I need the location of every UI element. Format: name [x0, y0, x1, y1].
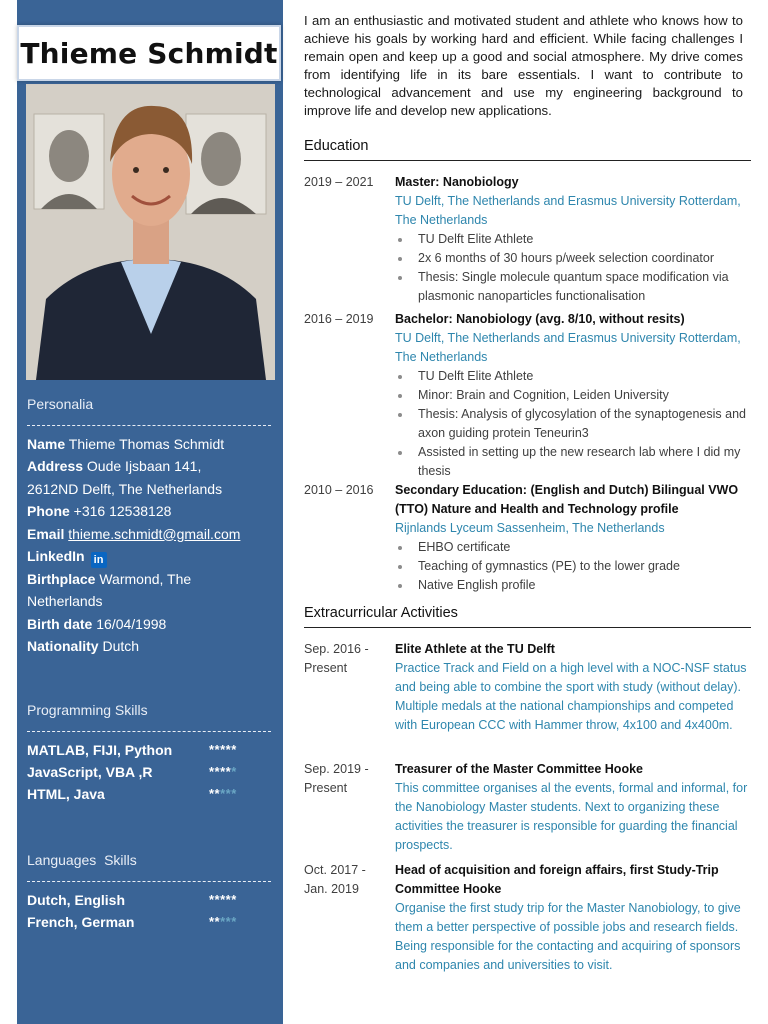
extracurricular-divider	[304, 627, 751, 628]
skill-rating-filled: *****	[209, 742, 237, 757]
nationality-label: Nationality	[27, 638, 99, 655]
list-item: TU Delft Elite Athlete	[395, 230, 751, 249]
list-item: Native English profile	[395, 576, 751, 595]
language-label: French, German	[27, 914, 135, 930]
linkedin-label: LinkedIn	[27, 548, 85, 565]
entry-description: This committee organises al the events, formal and informal, for the Nanobiology Master students. Next to organizing these activities the treasurer is responsible for guarding the financial prospects.	[395, 781, 748, 852]
entry-date	[304, 760, 390, 798]
entry-institution: TU Delft, The Netherlands and Erasmus University Rotterdam, The Netherlands	[395, 194, 741, 227]
entry-date-start: Sep. 2019 -	[304, 762, 369, 776]
list-item: Teaching of gymnastics (PE) to the lower grade	[395, 557, 751, 576]
entry-description: Practice Track and Field on a high level with a NOC-NSF status and being able to combine the sport with study (without delay). Multiple medals at the national championships and competed with European CCC with Hammer throw, 4x100 and 4x400m.	[395, 661, 747, 732]
languages-skills-divider	[27, 881, 271, 882]
list-item: Thesis: Analysis of glycosylation of the synaptogenesis and axon guiding protein Teneurin3	[395, 405, 751, 443]
list-item: 2x 6 months of 30 hours p/week selection coordinator	[395, 249, 751, 268]
language-rating-filled: **	[209, 914, 221, 929]
entry-heading: Bachelor: Nanobiology (avg. 8/10, without resits)	[395, 312, 685, 326]
nationality-row	[27, 635, 277, 657]
birthplace-line1: Warmond, The	[99, 571, 192, 588]
entry-institution: Rijnlands Lyceum Sassenheim, The Netherlands	[395, 521, 665, 535]
email-label: Email	[27, 525, 65, 542]
language-rating-empty: ***	[220, 914, 237, 929]
name-row	[27, 433, 277, 455]
email-row	[27, 523, 277, 545]
entry-body	[395, 760, 751, 855]
list-item: Thesis: Single molecule quantum space modification via plasmonic nanoparticles functionalisation	[395, 268, 751, 306]
language-label: Dutch, English	[27, 892, 125, 908]
language-row	[27, 911, 257, 933]
personalia-title: Personalia	[27, 396, 94, 412]
nationality-value: Dutch	[102, 638, 140, 655]
address-label: Address	[27, 458, 84, 475]
skill-row	[27, 761, 257, 783]
extracurricular-title: Extracurricular Activities	[304, 605, 458, 621]
entry-heading: Treasurer of the Master Committee Hooke	[395, 762, 643, 776]
person-name: Thieme Schmidt	[20, 36, 278, 70]
entry-body	[395, 481, 751, 595]
linkedin-row	[27, 545, 277, 568]
address-line2: 2612ND Delft, The Netherlands	[27, 480, 223, 497]
skill-row	[27, 739, 257, 761]
birthplace-row	[27, 568, 277, 590]
languages-skills-title: Languages Skills	[27, 852, 137, 868]
skill-rating	[209, 783, 237, 805]
programming-skills-divider	[27, 731, 271, 732]
linkedin-icon[interactable]: in	[91, 552, 107, 568]
list-item: EHBO certificate	[395, 538, 751, 557]
entry-date-start: Sep. 2016 -	[304, 642, 369, 656]
name-header	[17, 25, 281, 81]
list-item: Assisted in setting up the new research lab where I did my thesis	[395, 443, 751, 481]
education-divider	[304, 160, 751, 161]
address-line1: Oude Ijsbaan 141,	[86, 458, 202, 475]
skill-rating	[209, 739, 237, 761]
entry-body	[395, 173, 751, 306]
entry-heading: Master: Nanobiology	[395, 175, 519, 189]
entry-heading: Secondary Education: (English and Dutch) Bilingual VWO (TTO) Nature and Health and Technology profile	[395, 483, 739, 516]
address-row	[27, 455, 277, 477]
skill-label: MATLAB, FIJI, Python	[27, 742, 173, 758]
entry-body	[395, 640, 751, 735]
entry-body	[395, 861, 751, 975]
skill-rating-empty: ***	[220, 786, 237, 801]
birthdate-row	[27, 613, 277, 635]
language-rating	[209, 889, 237, 911]
entry-body	[395, 310, 751, 481]
intro-paragraph: I am an enthusiastic and motivated student and athlete who knows how to achieve his goals by working hard and efficient. While facing challenges I remain open and keep up a good and social atmosphere. My drive comes from identifying life in its bare essentials. I want to contribute to technological advancement and use my engineering background to improve life and develop new applications.	[304, 13, 743, 118]
phone-label: Phone	[27, 503, 70, 520]
entry-date-start: Oct. 2017 -	[304, 863, 366, 877]
entry-heading: Elite Athlete at the TU Delft	[395, 642, 555, 656]
list-item: Minor: Brain and Cognition, Leiden University	[395, 386, 751, 405]
name-value: Thieme Thomas Schmidt	[68, 436, 225, 452]
language-row	[27, 889, 257, 911]
birthdate-value: 16/04/1998	[96, 615, 167, 632]
skill-label: HTML, Java	[27, 786, 105, 802]
entry-bullets	[395, 230, 751, 306]
education-title: Education	[304, 138, 369, 154]
entry-bullets	[395, 367, 751, 481]
personalia-divider	[27, 425, 271, 426]
entry-date: 2019 – 2021	[304, 175, 374, 189]
birthdate-label: Birth date	[27, 615, 93, 632]
entry-bullets	[395, 538, 751, 595]
entry-date	[304, 861, 390, 899]
phone-row	[27, 500, 277, 522]
entry-date-end: Present	[304, 661, 348, 675]
entry-date-end: Jan. 2019	[304, 882, 359, 896]
phone-value: +316 12538128	[73, 503, 172, 520]
entry-description: Organise the first study trip for the Master Nanobiology, to give them a better perspective of possible jobs and research fields. Being responsible for the contacting and acquiring of sponsors and companies and universities to visit.	[395, 901, 741, 972]
entry-date-end: Present	[304, 781, 348, 795]
entry-institution: TU Delft, The Netherlands and Erasmus University Rotterdam, The Netherlands	[395, 331, 741, 364]
entry-heading: Head of acquisition and foreign affairs, first Study-Trip Committee Hooke	[395, 863, 719, 896]
language-rating-filled: *****	[209, 892, 237, 907]
language-rating	[209, 911, 237, 933]
birthplace-label: Birthplace	[27, 571, 96, 588]
list-item: TU Delft Elite Athlete	[395, 367, 751, 386]
personalia-block	[27, 433, 277, 658]
skill-row	[27, 783, 257, 805]
skill-rating	[209, 761, 237, 783]
entry-date: 2016 – 2019	[304, 312, 374, 326]
name-label: Name	[27, 436, 66, 452]
birthplace-line2: Netherlands	[27, 593, 103, 610]
profile-photo-illustration	[26, 84, 275, 380]
programming-skills-title: Programming Skills	[27, 702, 148, 718]
skill-rating-empty: *	[231, 764, 237, 779]
entry-date: 2010 – 2016	[304, 483, 374, 497]
entry-date	[304, 640, 390, 678]
skill-rating-filled: ****	[209, 764, 232, 779]
skill-rating-filled: **	[209, 786, 221, 801]
email-link[interactable]: thieme.schmidt@gmail.com	[68, 525, 241, 542]
profile-photo	[26, 84, 275, 380]
skill-label: JavaScript, VBA ,R	[27, 764, 153, 780]
